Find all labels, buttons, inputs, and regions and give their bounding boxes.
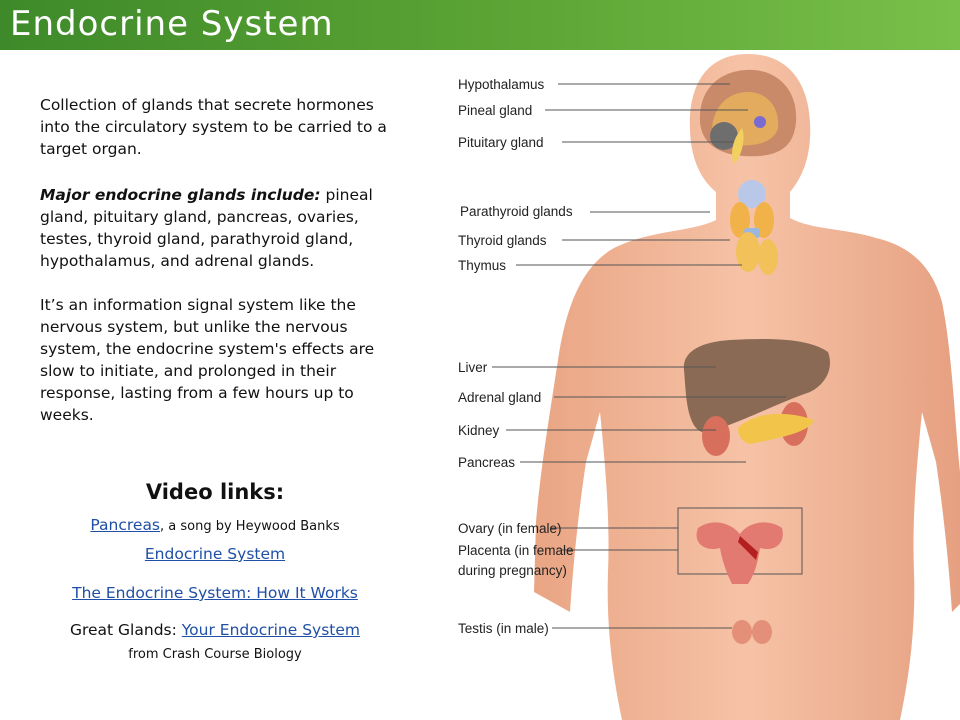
label-parathyroid-glands: Parathyroid glands [460,204,573,219]
label-thyroid-glands: Thyroid glands [458,233,547,248]
crash-course-source: from Crash Course Biology [128,647,302,662]
endocrine-video-line [0,545,430,563]
how-it-works-line [0,584,430,602]
label-pancreas: Pancreas [458,455,516,470]
glands-lead: Major endocrine glands include: [40,186,321,204]
how-it-works-link[interactable]: The Endocrine System: How It Works [72,584,358,602]
glands-text: pineal gland, pituitary gland, pancreas, ovaries, testes, thyroid gland, parathyroid gland, hypothalamus, and adrenal glands. [40,186,373,270]
page-title: Endocrine System [10,4,334,44]
pancreas-link[interactable]: Pancreas [90,516,161,534]
label-liver: Liver [458,360,488,375]
label-placenta-line2: during pregnancy) [458,563,567,578]
great-glands-line [0,621,430,639]
pancreas-note: , a song by Heywood Banks [160,519,340,534]
video-links-heading: Video links: [145,480,285,504]
title-bar [0,0,960,50]
label-testis: Testis (in male) [458,621,549,636]
label-adrenal-gland: Adrenal gland [458,390,542,405]
signal-paragraph: It’s an information signal system like the nervous system, but unlike the nervous system, the endocrine system's effects are slow to initiate, and prolonged in their response, lasting from a few hours up to weeks. [40,296,375,424]
anatomy-diagram [430,52,960,720]
intro-paragraph: Collection of glands that secrete hormones into the circulatory system to be carried to a target organ. [40,96,387,158]
label-pineal-gland: Pineal gland [458,103,533,118]
label-kidney: Kidney [458,423,500,438]
label-thymus: Thymus [458,258,507,273]
label-hypothalamus: Hypothalamus [458,77,545,92]
organ-labels [458,77,574,636]
label-ovary: Ovary (in female) [458,521,562,536]
label-pituitary-gland: Pituitary gland [458,135,544,150]
endocrine-system-link[interactable]: Endocrine System [144,545,286,563]
label-placenta: Placenta (in female [458,543,574,558]
your-endocrine-system-link[interactable]: Your Endocrine System [181,621,361,639]
pancreas-video-line [0,516,430,534]
glands-paragraph [40,184,400,272]
great-glands-prefix: Great Glands: [69,621,182,639]
